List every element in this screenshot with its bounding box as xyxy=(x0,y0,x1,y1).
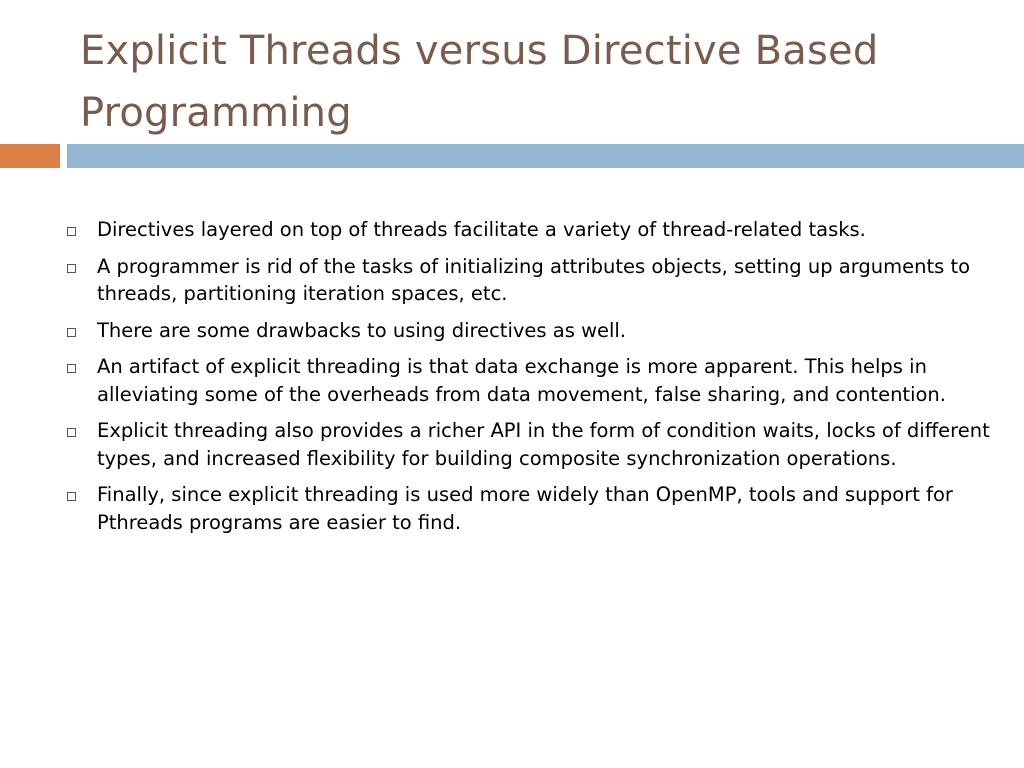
slide-title: Explicit Threads versus Directive Based Programming xyxy=(80,28,879,136)
title-accent-bar xyxy=(0,144,60,168)
bullet-text: Directives layered on top of threads facilitate a variety of thread-related tasks. xyxy=(97,218,866,241)
bullet-text: Finally, since explicit threading is used more widely than OpenMP, tools and support for Pthreads programs are easier to find. xyxy=(97,483,953,534)
hollow-square-bullet-icon xyxy=(67,227,76,236)
bullet-text: There are some drawbacks to using directives as well. xyxy=(97,318,627,342)
hollow-square-bullet-icon xyxy=(67,492,76,501)
bullet-text: Explicit threading also provides a richer API in the form of condition waits, locks of different types, and increased flexibility for building composite synchronization operations. xyxy=(97,419,990,470)
bullet-item xyxy=(60,216,990,244)
bullet-item xyxy=(60,417,990,472)
bullet-list xyxy=(60,216,990,545)
bullet-text: A programmer is rid of the tasks of initializing attributes objects, setting up arguments to threads, partitioning iteration spaces, etc. xyxy=(97,254,971,305)
bullet-item xyxy=(60,317,990,345)
hollow-square-bullet-icon xyxy=(67,264,76,273)
bullet-text: An artifact of explicit threading is that data exchange is more apparent. This helps in alleviating some of the overheads from data movement, false sharing, and contention. xyxy=(97,355,946,406)
bullet-item xyxy=(60,253,990,308)
bullet-item xyxy=(60,353,990,408)
hollow-square-bullet-icon xyxy=(67,364,76,373)
hollow-square-bullet-icon xyxy=(67,428,76,437)
bullet-item xyxy=(60,481,990,536)
title-divider-bar xyxy=(67,144,1024,168)
hollow-square-bullet-icon xyxy=(67,328,76,337)
